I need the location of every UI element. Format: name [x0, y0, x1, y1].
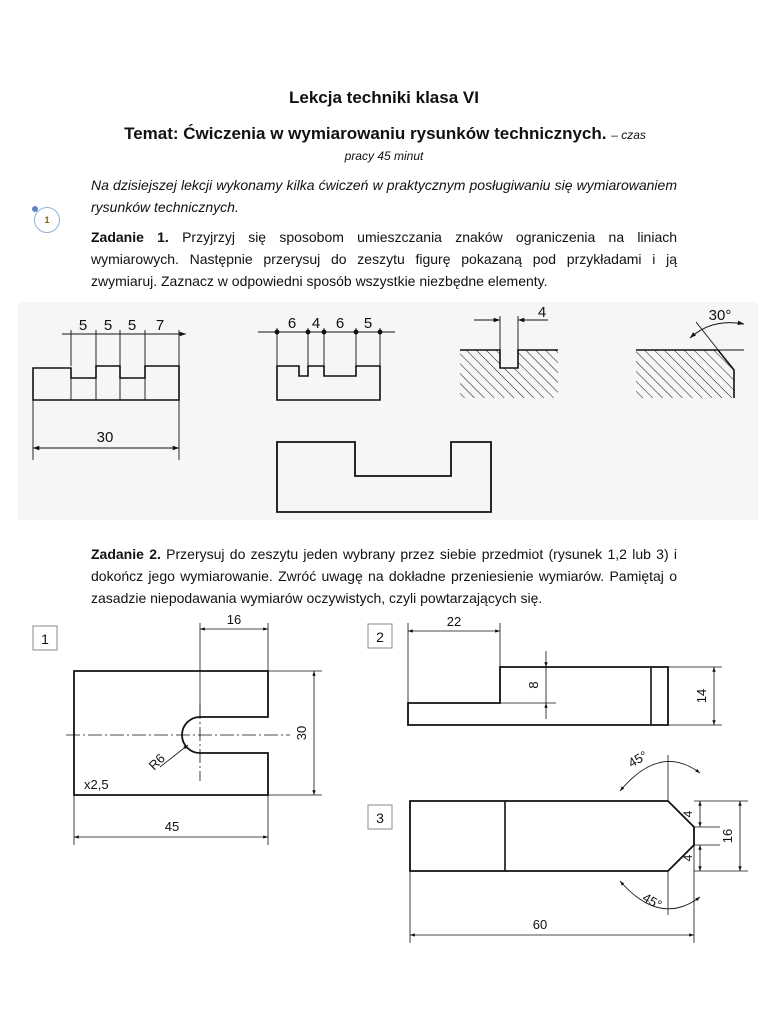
drawing3-height: 16 — [720, 828, 735, 844]
drawing1-height: 30 — [294, 725, 309, 741]
drawing1-length: 45 — [164, 819, 180, 834]
fig-b-dim-1: 6 — [287, 315, 297, 332]
task2-text: Przerysuj do zeszytu jeden wybrany przez siebie przedmiot (rysunek 1,2 lub 3) i dokończ jego wymiarowanie. Zwróć uwagę na dokładne przeniesienie wymiarów. Pamiętaj o zasadzie niepodawania wymiarów oczywistych, czyli powtarzających się. — [91, 546, 678, 606]
comment-badge[interactable]: 1 — [34, 207, 60, 233]
task1-figures — [0, 300, 768, 530]
drawing2-slot: 8 — [526, 681, 541, 689]
drawing2-stepped-shaft — [408, 667, 668, 725]
topic-suffix: – czas — [611, 128, 646, 142]
lesson-topic — [90, 124, 680, 144]
drawing2-number: 2 — [376, 629, 384, 645]
drawing3-chamfer-bottom: 4 — [681, 854, 695, 862]
task1-text: Przyjrzyj się sposobom umieszczania znaków ograniczenia na liniach wymiarowych. Następnie przerysuj do zeszytu figurę pokazaną pod przykładami i ją zwymiaruj. Zaznacz w odpowiedni sposób wszystkie niezbędne elementy. — [91, 229, 678, 289]
fig-a-dim-3: 5 — [127, 317, 137, 334]
drawing3-number: 3 — [376, 810, 384, 826]
fig-c-dim: 4 — [537, 304, 547, 321]
page-title: Lekcja techniki klasa VI — [289, 88, 479, 107]
drawing3-angle-bottom: 45° — [639, 889, 665, 913]
drawing3-angle-top: 45° — [625, 747, 651, 771]
drawing3-chamfered-bar — [410, 801, 694, 871]
task1-label: Zadanie 1. — [91, 229, 169, 245]
fig-d-angle: 30° — [708, 307, 732, 324]
drawing1-thickness: x2,5 — [84, 777, 109, 792]
drawing1-number: 1 — [41, 631, 49, 647]
fig-a-dim-4: 7 — [155, 317, 165, 334]
work-duration: pracy 45 minut — [344, 149, 424, 163]
drawing3-length: 60 — [532, 917, 548, 932]
task2-paragraph — [91, 543, 677, 609]
fig-b-dim-2: 4 — [311, 315, 321, 332]
fig-a-dim-2: 5 — [103, 317, 113, 334]
fig-a-total: 30 — [96, 429, 114, 446]
fig-b-dim-4: 5 — [363, 315, 373, 332]
drawing1-width: 16 — [226, 612, 242, 627]
intro-paragraph: Na dzisiejszej lekcji wykonamy kilka ćwiczeń w praktycznym posługiwaniu się wymiarowaniem rysunków technicznych. — [91, 177, 677, 215]
drawing2-height: 14 — [694, 688, 709, 704]
drawing3-chamfer-top: 4 — [681, 810, 695, 818]
drawing1-radius: R6 — [145, 750, 168, 773]
task2-drawings — [0, 605, 768, 950]
topic-text: Temat: Ćwiczenia w wymiarowaniu rysunków technicznych. — [124, 124, 607, 143]
drawing2-step: 22 — [446, 614, 462, 629]
fig-a-dim-1: 5 — [78, 317, 88, 334]
task1-paragraph — [91, 226, 677, 292]
fig-b-dim-3: 6 — [335, 315, 345, 332]
task2-label: Zadanie 2. — [91, 546, 161, 562]
